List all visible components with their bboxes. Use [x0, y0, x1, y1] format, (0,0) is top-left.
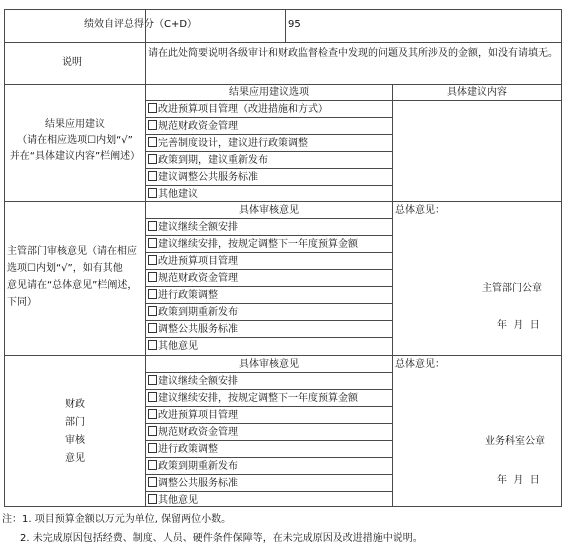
checkbox-icon[interactable] [148, 477, 157, 487]
dept-option[interactable]: 调整公共服务标准 [148, 323, 238, 336]
checkbox-icon[interactable] [148, 171, 157, 181]
dept-overall-label: 总体意见： [395, 205, 445, 216]
checkbox-icon[interactable] [148, 103, 157, 113]
result-option[interactable]: 建议调整公共服务标准 [148, 171, 258, 184]
checkbox-icon[interactable] [148, 392, 157, 402]
result-option[interactable]: 政策到期，建议重新发布 [148, 154, 268, 167]
score-value: 95 [288, 19, 301, 30]
checkbox-icon[interactable] [148, 443, 157, 453]
checkbox-icon[interactable] [148, 340, 157, 350]
dept-option[interactable]: 建议继续安排，按规定调整下一年度预算金额 [148, 238, 358, 251]
finance-label-line-1: 财政 [65, 399, 85, 410]
checkbox-icon[interactable] [148, 323, 157, 333]
checkbox-icon[interactable] [148, 154, 157, 164]
dept-option[interactable]: 进行政策调整 [148, 289, 218, 302]
note-line-1: 注：1. 项目预算金额以万元为单位, 保留两位小数。 [2, 514, 232, 525]
result-option[interactable]: 规范财政资金管理 [148, 120, 238, 133]
dept-col-specific: 具体审核意见 [239, 205, 299, 216]
dept-date: 年 月 日 [497, 320, 540, 331]
finance-option[interactable]: 进行政策调整 [148, 443, 218, 456]
finance-label-line-4: 意见 [65, 453, 85, 464]
finance-option[interactable]: 改进预算项目管理 [148, 409, 238, 422]
finance-option[interactable]: 建议继续安排，按规定调整下一年度预算金额 [148, 392, 358, 405]
checkbox-icon[interactable] [148, 426, 157, 436]
checkbox-icon[interactable] [148, 460, 157, 470]
finance-option[interactable]: 政策到期重新发布 [148, 460, 238, 473]
result-label-line-1: 结果应用建议 [45, 119, 105, 130]
dept-option[interactable]: 改进预算项目管理 [148, 255, 238, 268]
finance-option[interactable]: 规范财政资金管理 [148, 426, 238, 439]
dept-option[interactable]: 建议继续全额安排 [148, 221, 238, 234]
checkbox-icon[interactable] [148, 238, 157, 248]
result-option[interactable]: 改进预算项目管理（改进措施和方式） [148, 103, 328, 116]
dept-option[interactable]: 规范财政资金管理 [148, 272, 238, 285]
finance-stamp: 业务科室公章 [485, 436, 545, 447]
result-option[interactable]: 完善制度设计，建议进行政策调整 [148, 137, 308, 150]
dept-option[interactable]: 政策到期重新发布 [148, 306, 238, 319]
checkbox-icon[interactable] [148, 137, 157, 147]
finance-label-line-3: 审核 [65, 435, 85, 446]
checkbox-icon[interactable] [148, 306, 157, 316]
checkbox-icon[interactable] [148, 221, 157, 231]
desc-text: 请在此处简要说明各级审计和财政监督检查中发现的问题及其所涉及的金额，如没有请填无。 [148, 48, 558, 59]
score-label: 绩效自评总得分（C+D） [84, 19, 198, 30]
result-option[interactable]: 其他建议 [148, 188, 198, 201]
checkbox-icon[interactable] [148, 255, 157, 265]
dept-label-line-4: 下同） [7, 297, 37, 308]
checkbox-icon[interactable] [148, 120, 157, 130]
finance-option[interactable]: 调整公共服务标准 [148, 477, 238, 490]
finance-option[interactable]: 其他意见 [148, 494, 198, 507]
checkbox-icon[interactable] [148, 289, 157, 299]
result-col-options: 结果应用建议选项 [229, 87, 309, 98]
finance-overall-label: 总体意见： [395, 359, 445, 370]
dept-label-line-2: 选项☐内划“√”，如有其他 [7, 263, 123, 274]
finance-col-specific: 具体审核意见 [239, 359, 299, 370]
checkbox-icon[interactable] [148, 272, 157, 282]
note-line-2: 2. 未完成原因包括经费、制度、人员、硬件条件保障等，在未完成原因及改进措施中说明。 [20, 533, 423, 544]
result-col-content: 具体建议内容 [447, 87, 507, 98]
dept-label-line-3: 意见请在“总体意见”栏阐述， [7, 280, 138, 291]
finance-date: 年 月 日 [497, 475, 540, 486]
finance-label-line-2: 部门 [65, 417, 85, 428]
result-label-line-3: 并在“具体建议内容”栏阐述） [9, 151, 141, 162]
dept-label-line-1: 主管部门审核意见（请在相应 [7, 246, 137, 257]
checkbox-icon[interactable] [148, 375, 157, 385]
dept-option[interactable]: 其他意见 [148, 340, 198, 353]
desc-label: 说明 [62, 57, 82, 68]
result-label-line-2: （请在相应选项☐内划“√” [17, 135, 133, 146]
checkbox-icon[interactable] [148, 188, 157, 198]
checkbox-icon[interactable] [148, 409, 157, 419]
checkbox-icon[interactable] [148, 494, 157, 504]
dept-stamp: 主管部门公章 [482, 283, 542, 294]
finance-option[interactable]: 建议继续全额安排 [148, 375, 238, 388]
